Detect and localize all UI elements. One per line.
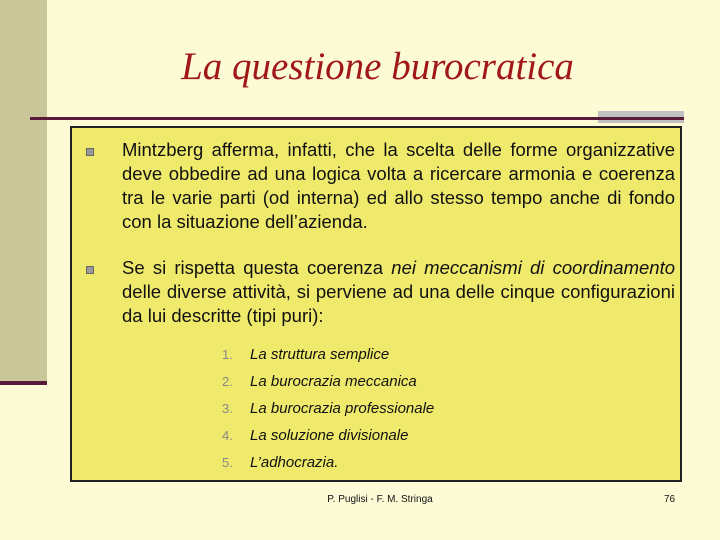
slide-title: La questione burocratica bbox=[181, 45, 574, 88]
list-item-number: 3. bbox=[222, 401, 233, 416]
list-item-label: La burocrazia professionale bbox=[250, 400, 435, 417]
bullet-text-2 bbox=[122, 256, 675, 328]
list-item bbox=[222, 399, 434, 426]
footer-author: P. Puglisi - F. M. Stringa bbox=[327, 494, 433, 505]
bullet-marker-2 bbox=[86, 266, 94, 274]
list-item-number: 1. bbox=[222, 347, 233, 362]
list-item-label: La burocrazia meccanica bbox=[250, 373, 417, 390]
list-item bbox=[222, 426, 434, 453]
list-item bbox=[222, 345, 434, 372]
list-item-number: 4. bbox=[222, 428, 233, 443]
configurations-list bbox=[222, 345, 434, 480]
left-accent-line bbox=[0, 381, 47, 385]
bullet-text-2-start: Se si rispetta questa coerenza bbox=[122, 257, 392, 278]
list-item-label: La struttura semplice bbox=[250, 346, 390, 363]
list-item bbox=[222, 372, 434, 399]
list-item-label: L’adhocrazia. bbox=[250, 454, 339, 471]
page-number: 76 bbox=[664, 494, 676, 505]
list-item-number: 2. bbox=[222, 374, 233, 389]
bullet-text-1: Mintzberg afferma, infatti, che la scelta delle forme organizzative deve obbedire ad una logica volta a ricercare armonia e coerenza tra le varie parti (od interna) ed allo stesso tempo anche di fondo con la situazione dell’azienda. bbox=[122, 139, 675, 232]
list-item bbox=[222, 453, 434, 480]
list-item-number: 5. bbox=[222, 455, 233, 470]
content-box bbox=[70, 126, 682, 482]
bullet-marker-1 bbox=[86, 148, 94, 156]
title-rule bbox=[30, 117, 684, 120]
bullet-text-2-italic: nei meccanismi di coordinamento bbox=[391, 257, 675, 278]
list-item-label: La soluzione divisionale bbox=[250, 427, 409, 444]
bullet-text-2-end: delle diverse attività, si perviene ad una delle cinque configurazioni da lui descritte (tipi puri): bbox=[122, 281, 675, 326]
